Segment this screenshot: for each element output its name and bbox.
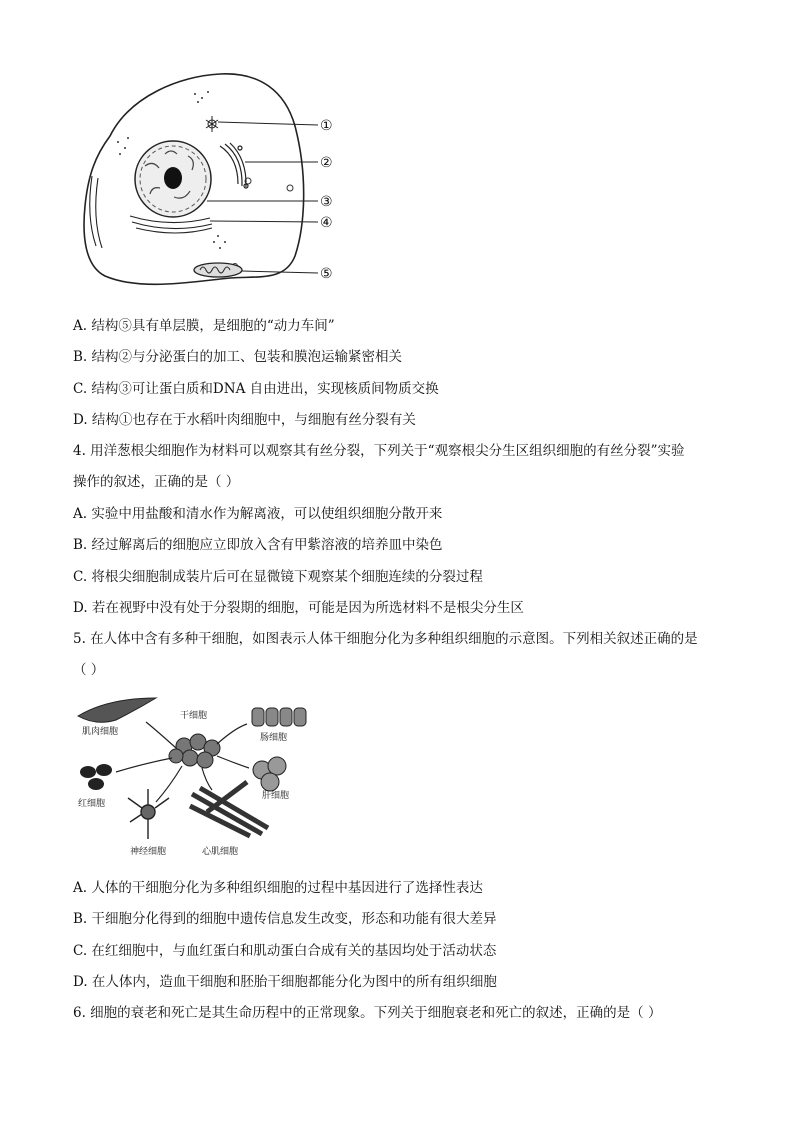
q5-option-c: C. 在红细胞中，与血红蛋白和肌动蛋白合成有关的基因均处于活动状态: [73, 943, 497, 959]
q5-option-a: A. 人体的干细胞分化为多种组织细胞的过程中基因进行了选择性表达: [73, 880, 483, 896]
nerve-cell: [128, 789, 169, 839]
q5-stem: 5. 在人体中含有多种干细胞，如图表示人体干细胞分化为多种组织细胞的示意图。下列相关叙述正确的是: [73, 631, 698, 647]
animal-cell-diagram: [70, 66, 350, 306]
red-cell-label: 红细胞: [78, 799, 106, 809]
muscle-cell-label: 肌肉细胞: [82, 727, 119, 737]
red-blood-cells: [80, 764, 112, 790]
q5-option-d: D. 在人体内，造血干细胞和胚胎干细胞都能分化为图中的所有组织细胞: [73, 974, 497, 990]
intestine-cell-label: 肠细胞: [260, 733, 288, 743]
q4-option-a: A. 实验中用盐酸和清水作为解离液，可以使组织细胞分散开来: [73, 506, 443, 522]
label-5: ⑤: [320, 266, 333, 282]
cardiac-muscle: [190, 782, 268, 836]
cardiac-cell-label: 心肌细胞: [202, 847, 239, 857]
mitochondrion: [194, 263, 242, 277]
liver-cells: [253, 757, 286, 791]
q3-option-d: D. 结构①也存在于水稻叶肉细胞中，与细胞有丝分裂有关: [73, 412, 416, 428]
liver-cell-label: 肝细胞: [262, 791, 290, 801]
label-2: ②: [320, 155, 333, 171]
q3-option-a: A. 结构⑤具有单层膜，是细胞的“动力车间”: [73, 318, 335, 334]
q4-stem-cont: 操作的叙述，正确的是（ ）: [73, 474, 240, 490]
stem-cell-cluster: [169, 734, 220, 768]
nucleus: [135, 141, 211, 217]
q4-option-b: B. 经过解离后的细胞应立即放入含有甲紫溶液的培养皿中染色: [73, 537, 443, 553]
intestine-cells: [252, 708, 306, 726]
label-1: ①: [320, 118, 333, 134]
nerve-cell-label: 神经细胞: [130, 847, 167, 857]
stem-cell-label: 干细胞: [180, 711, 208, 721]
q3-option-c: C. 结构③可让蛋白质和DNA 自由进出，实现核质间物质交换: [73, 381, 439, 397]
q5-option-b: B. 干细胞分化得到的细胞中遗传信息发生改变，形态和功能有很大差异: [73, 911, 497, 927]
q4-option-c: C. 将根尖细胞制成装片后可在显微镜下观察某个细胞连续的分裂过程: [73, 569, 483, 585]
q6-stem: 6. 细胞的衰老和死亡是其生命历程中的正常现象。下列关于细胞衰老和死亡的叙述，正确的是（ ）: [73, 1005, 662, 1021]
q3-option-b: B. 结构②与分泌蛋白的加工、包装和膜泡运输紧密相关: [73, 349, 403, 365]
label-3: ③: [320, 194, 333, 210]
stem-cell-differentiation-figure: [72, 694, 322, 864]
label-4: ④: [320, 215, 333, 231]
q5-stem-cont: （ ）: [73, 662, 105, 678]
q4-option-d: D. 若在视野中没有处于分裂期的细胞，可能是因为所选材料不是根尖分生区: [73, 600, 524, 616]
q4-stem: 4. 用洋葱根尖细胞作为材料可以观察其有丝分裂，下列关于“观察根尖分生区组织细胞的有丝分裂”实验: [73, 443, 685, 459]
